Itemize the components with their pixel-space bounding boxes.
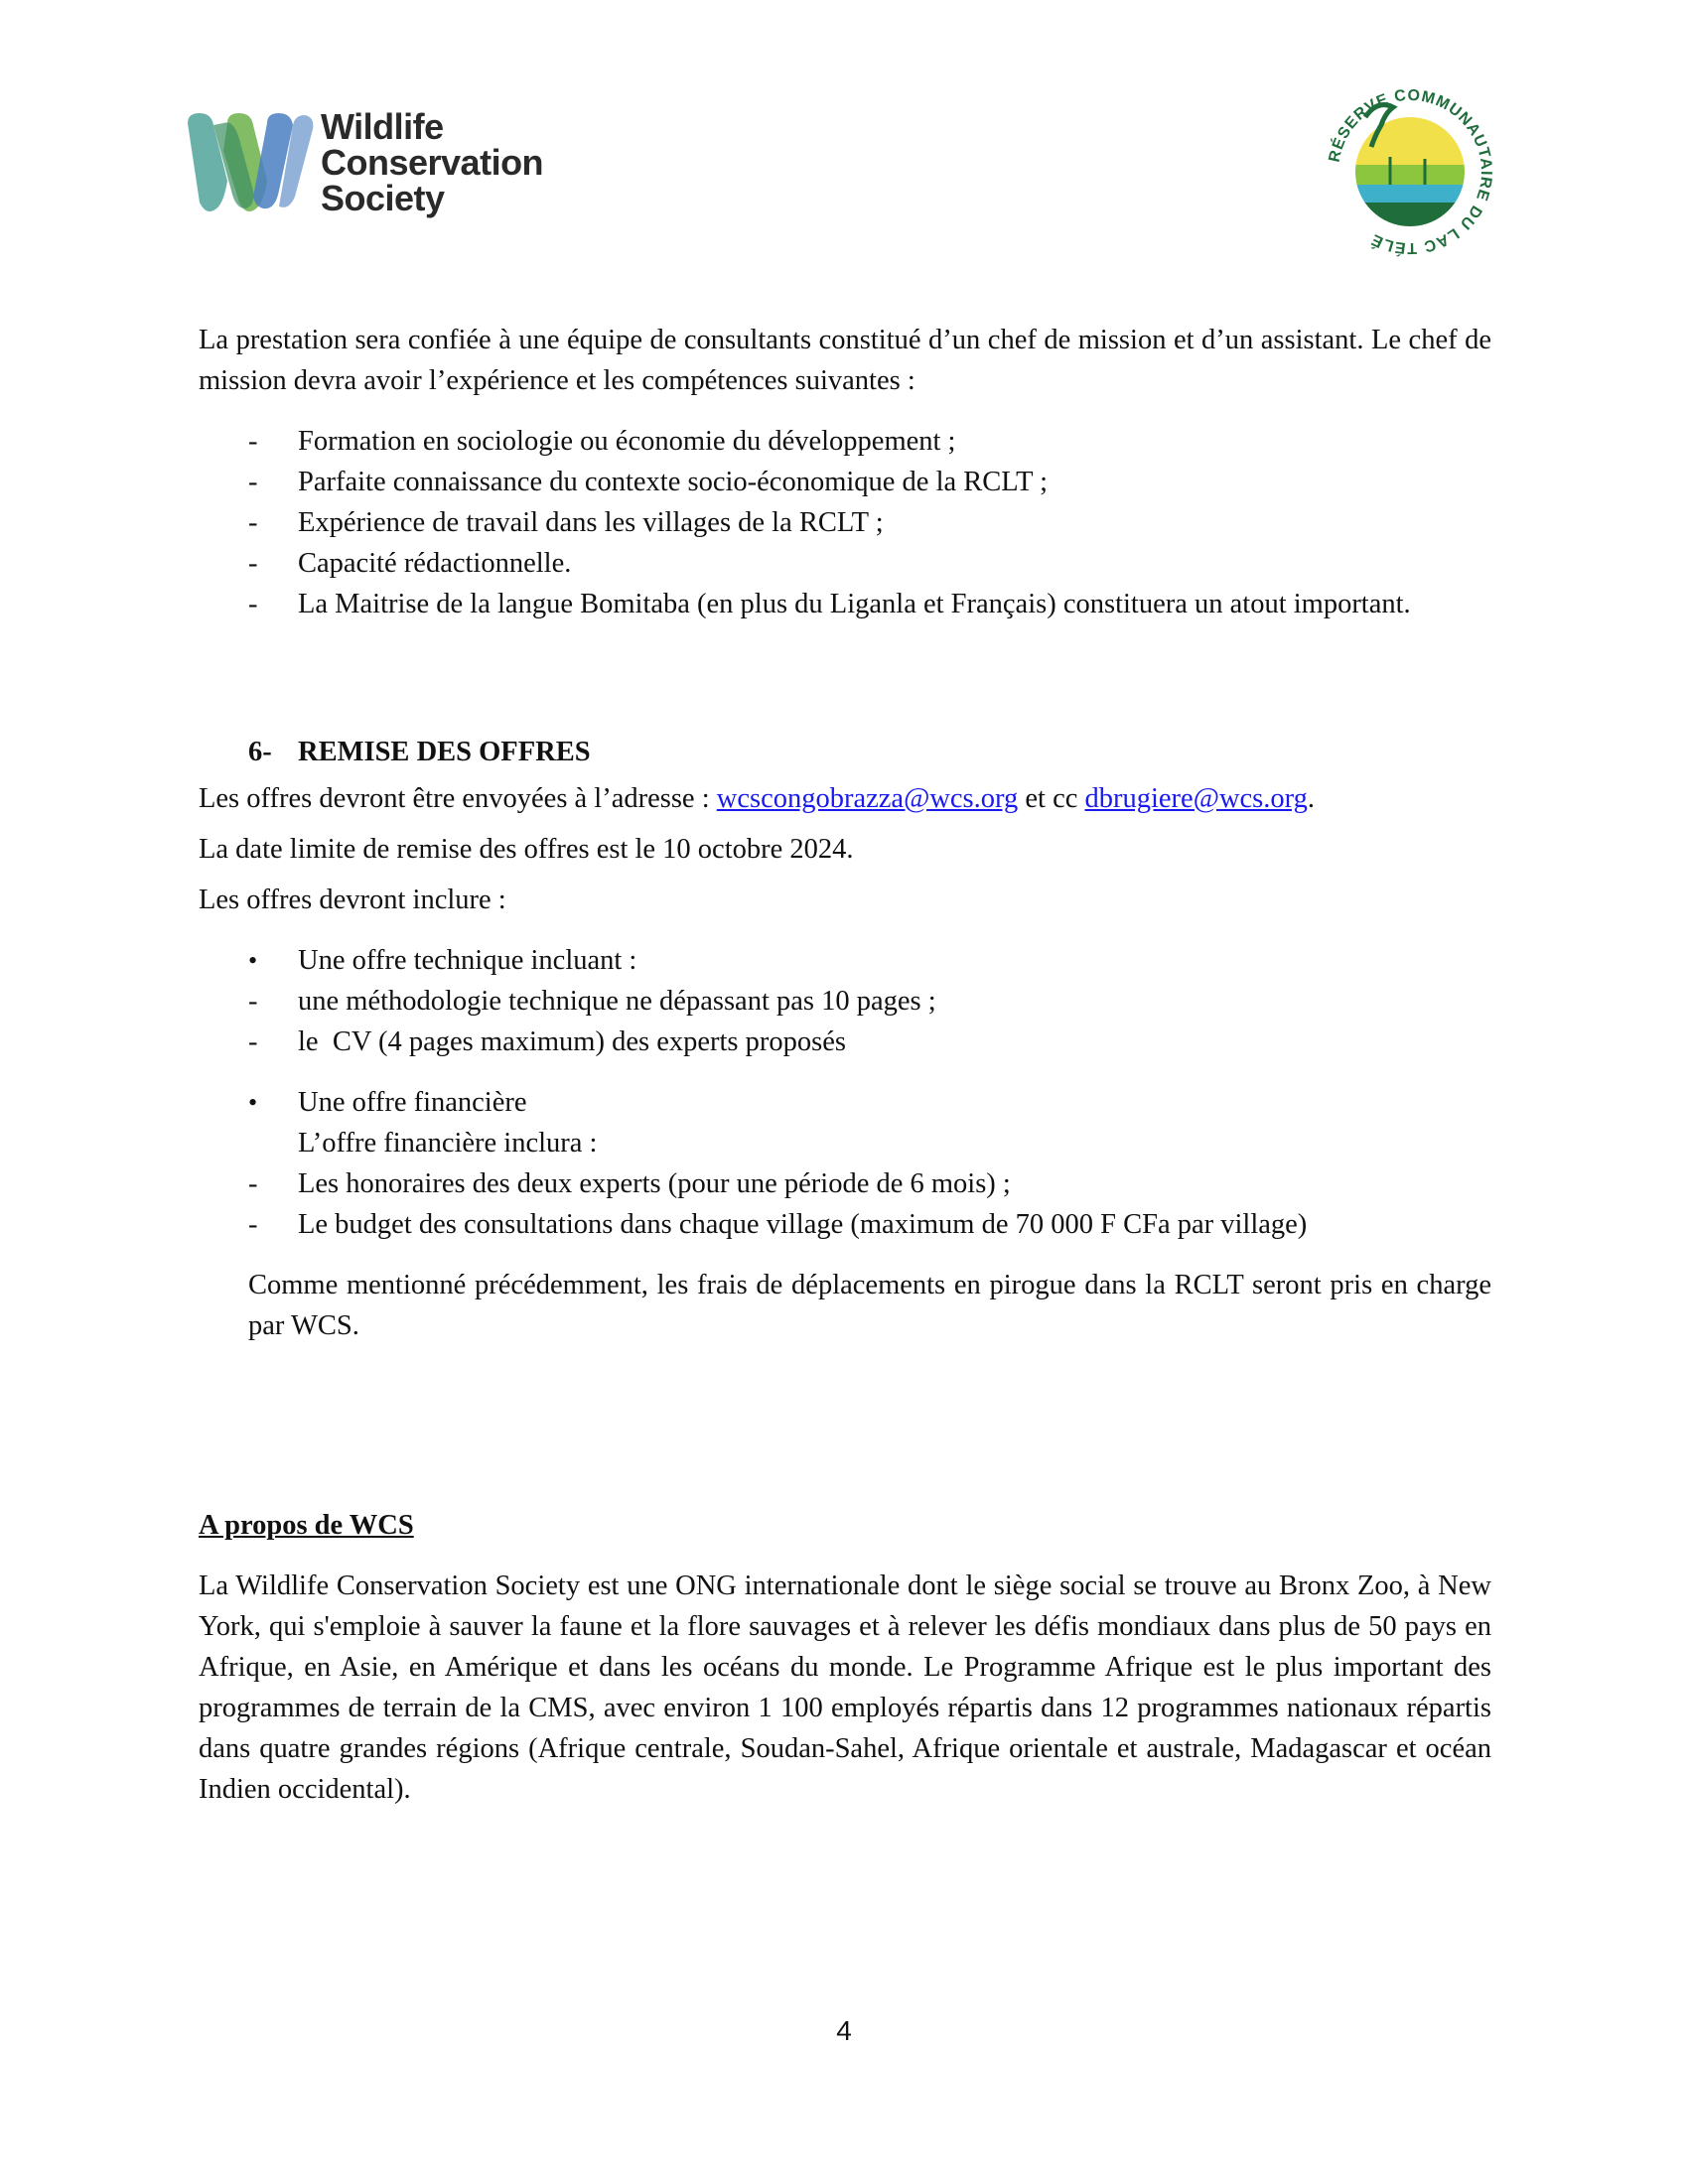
dash-marker: - <box>248 986 258 1017</box>
wcs-wordmark-line3: Society <box>321 178 445 218</box>
rclt-seal-icon <box>1316 77 1504 266</box>
technical-offer-list <box>199 940 1491 1062</box>
include-intro: Les offres devront inclure : <box>199 885 506 915</box>
list-item-text: Formation en sociologie ou économie du développement ; <box>298 426 956 457</box>
intro-paragraph: La prestation sera confiée à une équipe de consultants constitué d’un chef de mission et d’un assistant. Le chef de mission devra avoir l’expérience et les compétences suivantes : <box>199 325 1491 396</box>
wcs-wordmark-line1: Wildlife <box>321 106 444 147</box>
financial-offer-list <box>199 1082 1491 1245</box>
spacer <box>199 870 1491 880</box>
spacer <box>199 819 1491 829</box>
list-item <box>199 543 1491 584</box>
email-link-wcscongobrazza[interactable]: wcscongobrazza@wcs.org <box>716 783 1019 814</box>
list-item-text: Parfaite connaissance du contexte socio-économique de la RCLT ; <box>298 467 1049 497</box>
dash-marker: - <box>248 426 258 457</box>
bullet-item <box>199 1082 1491 1123</box>
submission-address <box>199 778 1491 819</box>
document-body <box>199 320 1491 1810</box>
dash-marker: - <box>248 507 258 538</box>
spacer <box>199 1062 1491 1082</box>
section-number: 6- <box>248 737 272 767</box>
rclt-ring-text: RÉSERVE COMMUNAUTAIRE DU LAC TÉLÉ <box>1326 86 1495 257</box>
list-item-text: Le budget des consultations dans chaque village (maximum de 70 000 F CFa par village) <box>298 1209 1308 1240</box>
list-item <box>199 981 1491 1022</box>
wcs-logo <box>184 106 551 223</box>
list-item <box>199 1022 1491 1062</box>
rclt-logo <box>1316 77 1504 266</box>
bullet-marker: • <box>248 1088 258 1117</box>
list-item-text: le CV (4 pages maximum) des experts proposés <box>298 1026 846 1057</box>
financial-offer-title: Une offre financière <box>298 1087 527 1118</box>
bullet-marker: • <box>248 946 258 975</box>
deadline-text: La date limite de remise des offres est le 10 octobre 2024. <box>199 834 854 865</box>
address-middle: et cc <box>1018 783 1085 814</box>
spacer <box>199 920 1491 940</box>
list-item <box>199 584 1491 624</box>
dash-marker: - <box>248 1209 258 1240</box>
email-link-dbrugiere[interactable]: dbrugiere@wcs.org <box>1084 783 1308 814</box>
dash-marker: - <box>248 467 258 497</box>
list-item-text: Capacité rédactionnelle. <box>298 548 572 579</box>
spacer <box>199 624 1491 732</box>
list-item-text: Les honoraires des deux experts (pour une période de 6 mois) ; <box>298 1168 1011 1199</box>
section-title: REMISE DES OFFRES <box>298 737 591 767</box>
transport-note: Comme mentionné précédemment, les frais de déplacements en pirogue dans la RCLT seront pris en charge par WCS. <box>248 1270 1491 1341</box>
section-heading <box>199 732 1491 772</box>
address-suffix: . <box>1307 783 1315 814</box>
list-item-text: La Maitrise de la langue Bomitaba (en plus du Liganla et Français) constituera un atout important. <box>298 589 1411 619</box>
competences-list <box>199 421 1491 624</box>
list-item <box>199 462 1491 502</box>
dash-marker: - <box>248 1168 258 1199</box>
bullet-item <box>199 940 1491 981</box>
dash-marker: - <box>248 548 258 579</box>
address-prefix: Les offres devront être envoyées à l’adresse : <box>199 783 717 814</box>
about-title: A propos de WCS <box>199 1510 414 1541</box>
technical-offer-title: Une offre technique incluant : <box>298 945 637 976</box>
spacer <box>199 1346 1491 1505</box>
subtitle-text: L’offre financière inclura : <box>298 1128 598 1159</box>
spacer <box>199 1546 1491 1566</box>
list-item-text: Expérience de travail dans les villages de la RCLT ; <box>298 507 884 538</box>
dash-marker: - <box>248 589 258 619</box>
spacer <box>199 401 1491 421</box>
wcs-wordmark <box>321 106 559 218</box>
list-item-text: une méthodologie technique ne dépassant pas 10 pages ; <box>298 986 936 1017</box>
dash-marker: - <box>248 1026 258 1057</box>
spacer <box>199 1245 1491 1265</box>
list-item <box>199 1204 1491 1245</box>
page-number: 4 <box>836 2015 852 2046</box>
wcs-w-mark-icon <box>184 111 318 215</box>
list-item <box>199 1163 1491 1204</box>
list-item <box>199 502 1491 543</box>
wcs-wordmark-line2: Conservation <box>321 142 544 183</box>
about-paragraph: La Wildlife Conservation Society est une ONG internationale dont le siège social se trouve au Bronx Zoo, à New York, qui s'emploie à sauver la faune et la flore sauvages et à relever les défis mondiaux dans plus de 50 pays en Afrique, en Asie, en Amérique et dans les océans du monde. Le Programme Afrique est le plus important des programmes de terrain de la CMS, avec environ 1 100 employés répartis dans 12 programmes nationaux répartis dans quatre grandes régions (Afrique centrale, Soudan-Sahel, Afrique orientale et australe, Madagascar et océan Indien occidental). <box>199 1570 1491 1805</box>
financial-offer-subtitle <box>199 1123 1491 1163</box>
list-item <box>199 421 1491 462</box>
